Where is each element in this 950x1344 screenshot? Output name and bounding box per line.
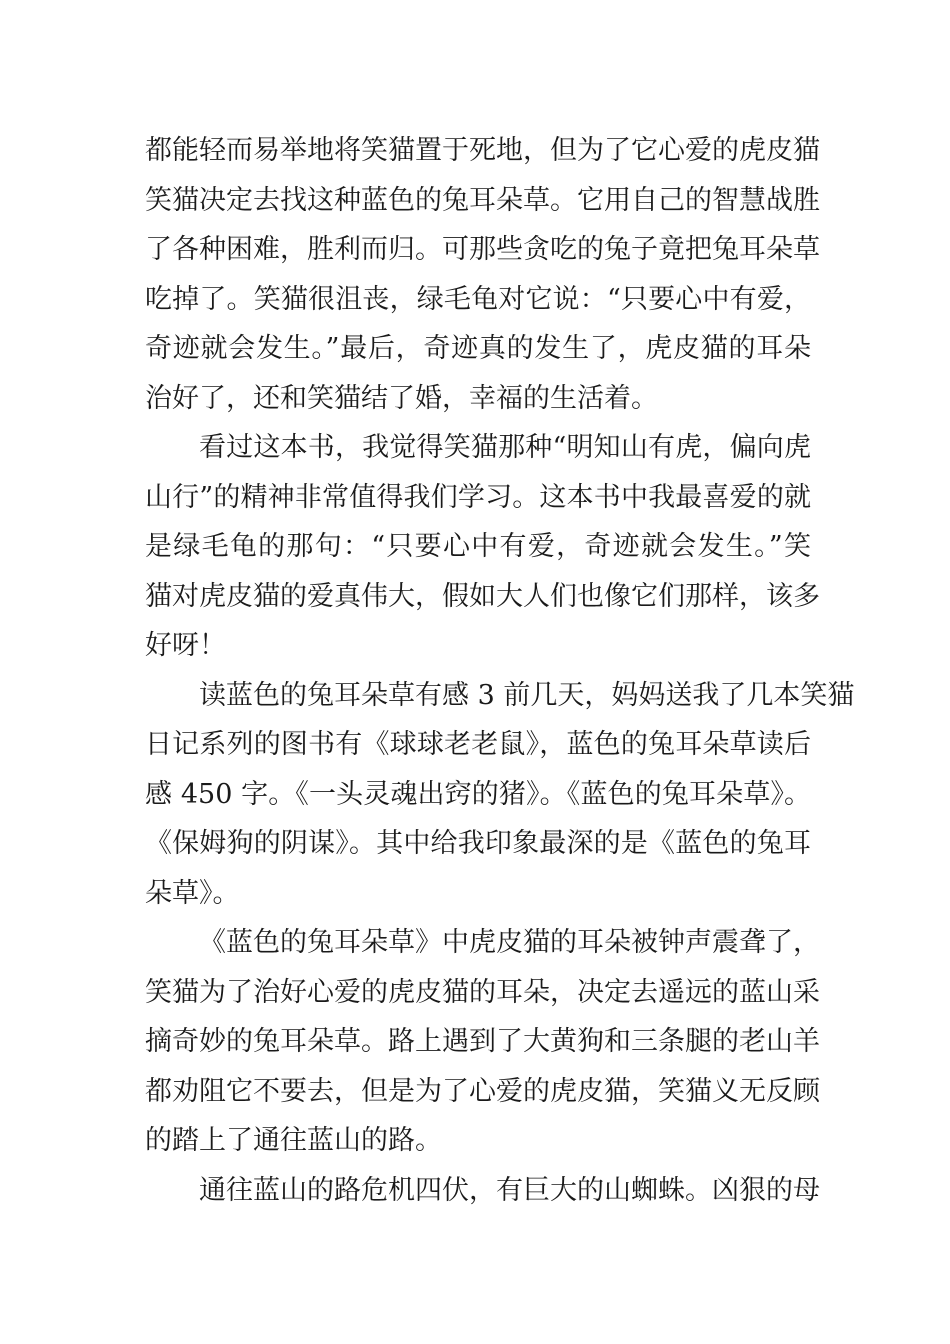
text-line: 吃掉了。笑猫很沮丧，绿毛龟对它说：“只要心中有爱， (145, 283, 811, 315)
text-line: 朵草》。 (145, 877, 240, 909)
paragraph-start-line: 《蓝色的兔耳朵草》中虎皮猫的耳朵被钟声震聋了， (199, 927, 820, 958)
document-body (145, 126, 855, 1215)
text-line: 是绿毛龟的那句：“只要心中有爱，奇迹就会发生。”笑 (145, 531, 811, 562)
text-line: 笑猫决定去找这种蓝色的兔耳朵草。它用自己的智慧战胜 (145, 184, 820, 216)
text-line: 猫对虎皮猫的爱真伟大，假如大人们也像它们那样，该多 (145, 580, 820, 612)
text-line: 山行”的精神非常值得我们学习。这本书中我最喜爱的就 (145, 481, 811, 513)
text-line: 了各种困难，胜利而归。可那些贪吃的兔子竟把兔耳朵草 (145, 234, 820, 265)
text-line: 好呀！ (145, 630, 226, 661)
paragraph-start-line: 看过这本书，我觉得笑猫那种“明知山有虎，偏向虎 (199, 432, 811, 463)
text-line: 《保姆狗的阴谋》。其中给我印象最深的是《蓝色的兔耳 (145, 828, 811, 859)
text-line: 摘奇妙的兔耳朵草。路上遇到了大黄狗和三条腿的老山羊 (145, 1026, 820, 1057)
text-line: 日记系列的图书有《球球老老鼠》，蓝色的兔耳朵草读后 (145, 729, 811, 760)
text-line: 奇迹就会发生。”最后，奇迹真的发生了，虎皮猫的耳朵 (145, 333, 811, 364)
paragraph-start-line: 通往蓝山的路危机四伏，有巨大的山蜘蛛。凶狠的母 (199, 1174, 820, 1206)
text-line: 都劝阻它不要去，但是为了心爱的虎皮猫，笑猫义无反顾 (145, 1075, 820, 1107)
text-line: 感 450 字。《一头灵魂出窍的猪》。《蓝色的兔耳朵草》。 (145, 778, 811, 810)
paragraph-start-line: 读蓝色的兔耳朵草有感 3 前几天，妈妈送我了几本笑猫 (199, 679, 855, 711)
text-line: 都能轻而易举地将笑猫置于死地，但为了它心爱的虎皮猫 (145, 135, 820, 166)
text-line: 治好了，还和笑猫结了婚，幸福的生活着。 (145, 382, 658, 414)
text-line: 笑猫为了治好心爱的虎皮猫的耳朵，决定去遥远的蓝山采 (145, 976, 820, 1008)
text-line: 的踏上了通往蓝山的路。 (145, 1125, 442, 1156)
